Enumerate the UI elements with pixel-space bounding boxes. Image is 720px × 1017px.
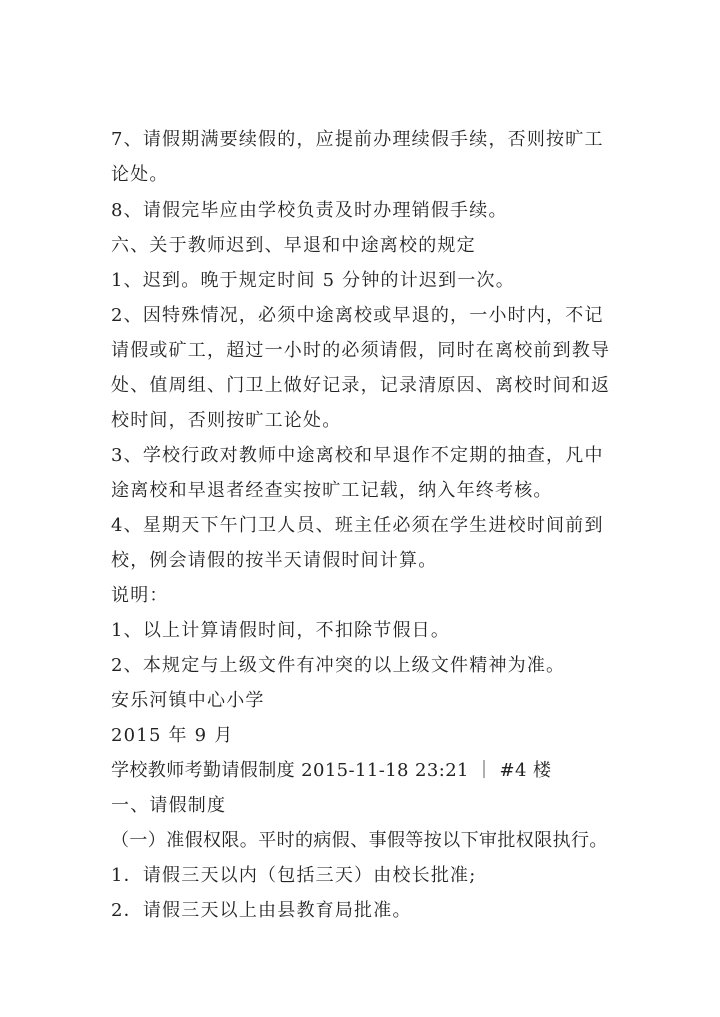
text-line: 3、学校行政对教师中途离校和早退作不定期的抽查，凡中 [111,445,604,466]
text-line: 4、星期天下午门卫人员、班主任必须在学生进校时间前到 [111,515,604,536]
post-header: 学校教师考勤请假制度 2015-11-18 23:21 ｜ #4 楼 [111,760,552,781]
section-heading: 六、关于教师迟到、早退和中途离校的规定 [111,235,476,256]
text-line: 校，例会请假的按半天请假时间计算。 [111,550,438,571]
section-heading: 一、请假制度 [111,795,227,816]
text-line: 1、迟到。晚于规定时间 5 分钟的计迟到一次。 [111,270,515,291]
text-line: 2、本规定与上级文件有冲突的以上级文件精神为准。 [111,655,566,676]
notes-heading: 说明： [111,585,169,606]
date-line: 2015 年 9 月 [111,725,234,746]
text-line: （一）准假权限。平时的病假、事假等按以下审批权限执行。 [111,830,608,851]
text-line: 途离校和早退者经查实按旷工记载，纳入年终考核。 [111,480,553,501]
text-line: 7、请假期满要续假的，应提前办理续假手续，否则按旷工 [111,129,604,150]
text-line: 2．请假三天以上由县教育局批准。 [111,900,412,921]
text-line: 处、值周组、门卫上做好记录，记录清原因、离校时间和返 [111,375,611,396]
text-line: 8、请假完毕应由学校负责及时办理销假手续。 [111,200,508,221]
text-line: 1．请假三天以内（包括三天）由校长批准; [111,865,477,886]
text-line: 请假或矿工，超过一小时的必须请假，同时在离校前到教导 [111,340,611,361]
text-line: 1、以上计算请假时间，不扣除节假日。 [111,620,451,641]
text-line: 校时间，否则按旷工论处。 [111,410,342,431]
text-line: 2、因特殊情况，必须中途离校或早退的，一小时内，不记 [111,305,604,326]
text-line: 论处。 [111,164,169,185]
school-name: 安乐河镇中心小学 [111,690,265,711]
